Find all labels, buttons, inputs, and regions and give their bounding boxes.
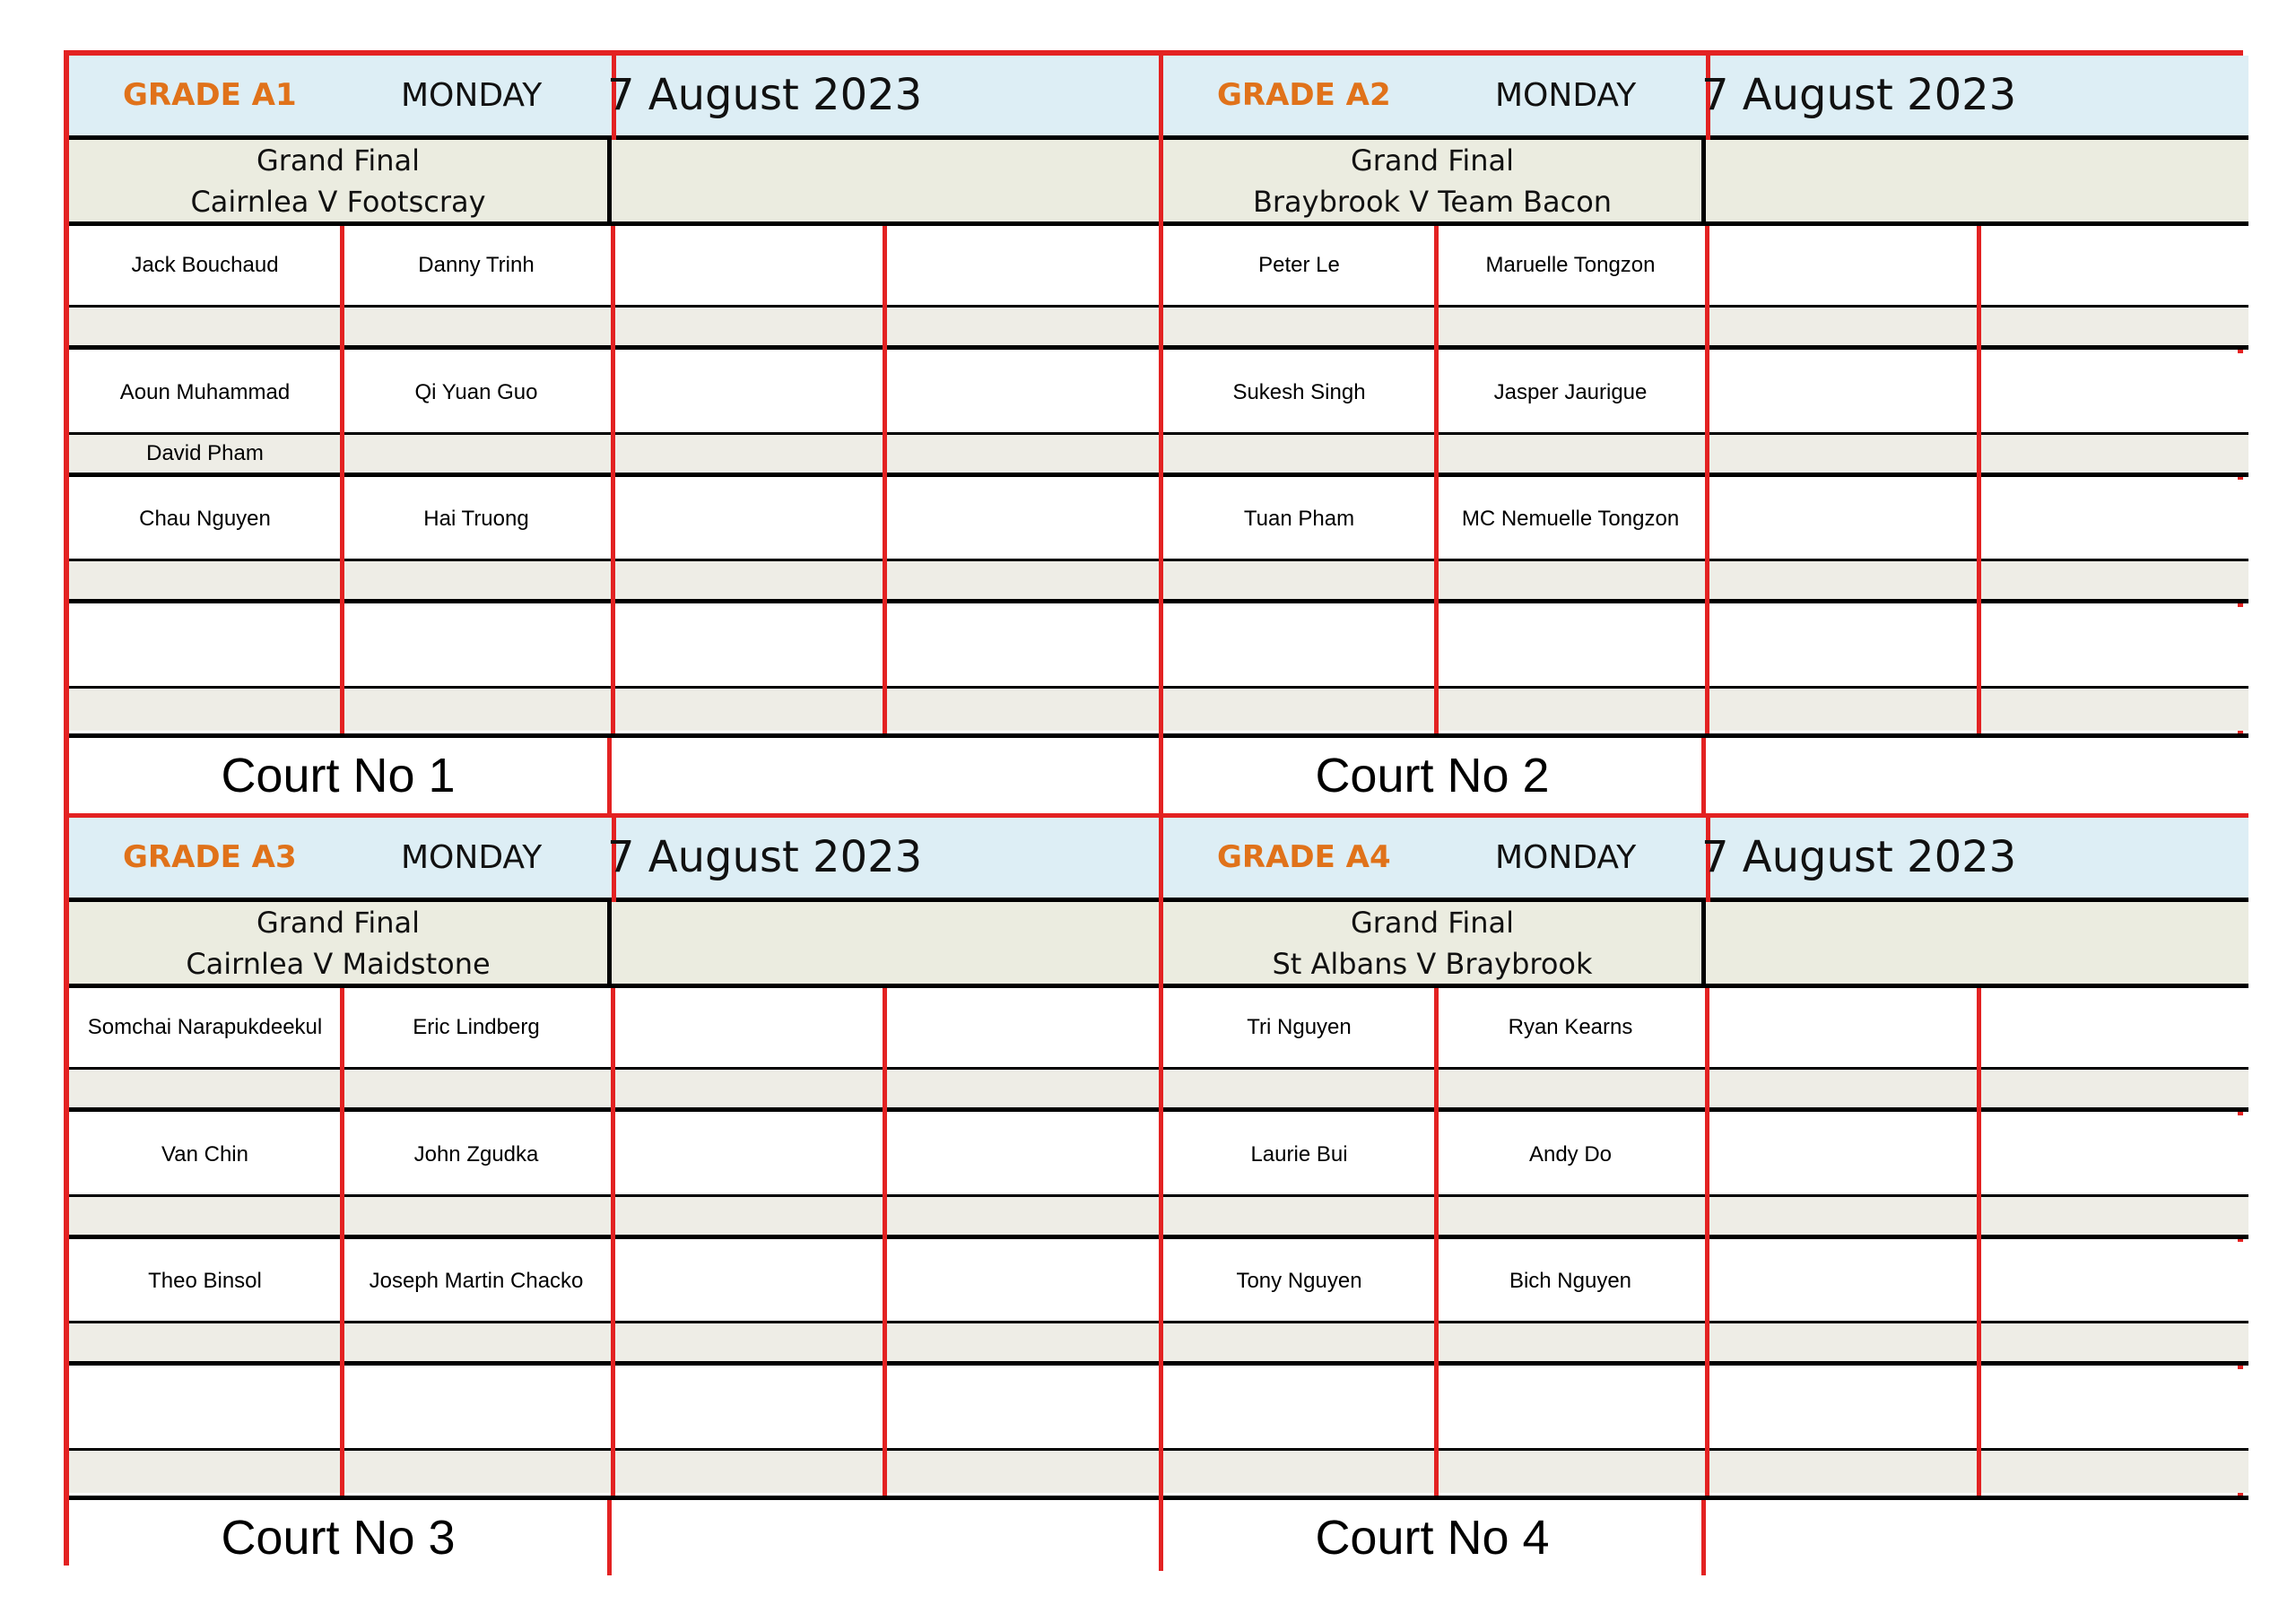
player-name-right [341, 607, 612, 686]
player-name-left: Tri Nguyen [1247, 1015, 1352, 1039]
player-name-left: Sukesh Singh [1232, 380, 1366, 404]
sub-name-left [69, 561, 341, 599]
grade-label: GRADE A2 [1217, 77, 1391, 113]
player-grid [69, 988, 1159, 1496]
match-header [1163, 902, 2248, 988]
player-name-right [341, 1369, 612, 1448]
sub-name-left [69, 1070, 341, 1107]
player-name-left: Jack Bouchaud [131, 253, 279, 277]
sub-name-left [1163, 689, 1435, 731]
column-divider [1434, 988, 1439, 1496]
sub-name-right [1435, 689, 1706, 731]
court-footer [1163, 1496, 2248, 1575]
sub-name-left [69, 1323, 341, 1361]
sub-name-right [1435, 308, 1706, 345]
player-name-left [69, 607, 341, 686]
player-name-right: Bich Nguyen [1509, 1269, 1632, 1293]
date-label: 7 August 2023 [607, 832, 923, 882]
column-divider [1705, 988, 1709, 1496]
day-label: MONDAY [401, 839, 543, 876]
player-name-left: Somchai Narapukdeekul [87, 1015, 323, 1039]
player-grid [1163, 988, 2248, 1496]
column-divider [883, 226, 887, 733]
court-sheet-2 [1159, 56, 2248, 813]
match-teams: Cairnlea V Maidstone [186, 947, 491, 981]
match-info [1163, 140, 1706, 221]
sub-name-right [341, 1323, 612, 1361]
day-label: MONDAY [401, 77, 543, 114]
grade-label: GRADE A4 [1217, 839, 1391, 875]
column-divider [340, 988, 344, 1496]
column-divider [1977, 226, 1981, 733]
match-info [1163, 902, 1706, 984]
sheet-header [1163, 56, 2248, 140]
column-divider [1977, 988, 1981, 1496]
sub-name-right [341, 561, 612, 599]
court-number: Court No 2 [1163, 738, 1706, 813]
column-divider [1705, 226, 1709, 733]
player-name-left: Chau Nguyen [139, 507, 271, 531]
match-teams: St Albans V Braybrook [1272, 947, 1593, 981]
sub-name-left [1163, 308, 1435, 345]
player-name-right: Andy Do [1528, 1142, 1613, 1167]
match-teams: Braybrook V Team Bacon [1252, 185, 1613, 219]
player-name-right: Eric Lindberg [413, 1015, 540, 1039]
sub-name-right [341, 1197, 612, 1235]
day-label: MONDAY [1495, 839, 1637, 876]
player-name-right: MC Nemuelle Tongzon [1461, 507, 1680, 531]
player-name-left [69, 1369, 341, 1448]
court-number: Court No 4 [1163, 1500, 1706, 1575]
player-name-right: John Zgudka [413, 1142, 539, 1167]
match-title: Grand Final [256, 143, 421, 178]
sub-name-left [1163, 1323, 1435, 1361]
player-name-right: Ryan Kearns [1508, 1015, 1633, 1039]
sheet-header [69, 818, 1159, 902]
player-name-left: Peter Le [1258, 253, 1340, 277]
column-divider [611, 226, 615, 733]
sub-name-left [1163, 1070, 1435, 1107]
match-header [69, 902, 1159, 988]
match-header [69, 140, 1159, 226]
sheet-header [69, 56, 1159, 140]
grade-label: GRADE A1 [123, 77, 297, 113]
match-title: Grand Final [1350, 143, 1515, 178]
day-label: MONDAY [1495, 77, 1637, 114]
column-divider [611, 988, 615, 1496]
sheet-header [1163, 818, 2248, 902]
player-grid [1163, 226, 2248, 733]
court-footer [1163, 733, 2248, 813]
grade-label: GRADE A3 [123, 839, 297, 875]
sub-name-right [1435, 1451, 1706, 1493]
match-header [1163, 140, 2248, 226]
player-name-left: Aoun Muhammad [119, 380, 291, 404]
player-name-right: Maruelle Tongzon [1485, 253, 1656, 277]
sub-name-right [341, 689, 612, 731]
sub-name-left [1163, 1451, 1435, 1493]
player-name-left [1163, 1369, 1435, 1448]
column-divider [883, 988, 887, 1496]
match-info [69, 140, 612, 221]
player-grid [69, 226, 1159, 733]
player-name-left: Theo Binsol [148, 1269, 262, 1293]
date-label: 7 August 2023 [1701, 832, 2017, 882]
column-divider [340, 226, 344, 733]
sub-name-right [1435, 561, 1706, 599]
sub-name-left [69, 1451, 341, 1493]
sub-name-left [69, 308, 341, 345]
sub-name-left [69, 689, 341, 731]
player-name-right: Hai Truong [423, 507, 529, 531]
player-name-right [1435, 607, 1706, 686]
player-name-left: Tuan Pham [1243, 507, 1355, 531]
court-footer [69, 1496, 1159, 1575]
court-sheet-3 [69, 813, 1159, 1571]
sub-name-right [341, 1070, 612, 1107]
court-sheet-4 [1159, 813, 2248, 1571]
date-label: 7 August 2023 [1701, 70, 2017, 120]
player-name-left: Tony Nguyen [1236, 1269, 1362, 1293]
player-name-right: Danny Trinh [418, 253, 535, 277]
match-title: Grand Final [256, 906, 421, 940]
court-number: Court No 3 [69, 1500, 612, 1575]
player-name-right: Joseph Martin Chacko [369, 1269, 584, 1293]
match-teams: Cairnlea V Footscray [190, 185, 486, 219]
sub-name-left [1163, 435, 1435, 473]
player-name-left: Van Chin [161, 1142, 248, 1167]
player-name-left [1163, 607, 1435, 686]
sub-name-right [1435, 435, 1706, 473]
sub-name-right [341, 435, 612, 473]
scoresheet-page [64, 50, 2243, 1566]
sub-name-right [1435, 1323, 1706, 1361]
date-label: 7 August 2023 [607, 70, 923, 120]
match-info [69, 902, 612, 984]
player-name-right: Jasper Jaurigue [1493, 380, 1648, 404]
sub-name-left [1163, 561, 1435, 599]
player-name-left: Laurie Bui [1250, 1142, 1348, 1167]
sub-name-right [341, 1451, 612, 1493]
player-name-right: Qi Yuan Guo [414, 380, 538, 404]
column-divider [1434, 226, 1439, 733]
match-title: Grand Final [1350, 906, 1515, 940]
player-name-right [1435, 1369, 1706, 1448]
court-sheet-1 [69, 56, 1159, 813]
sub-name-left: David Pham [146, 441, 264, 465]
court-number: Court No 1 [69, 738, 612, 813]
sub-name-left [69, 1197, 341, 1235]
sub-name-left [1163, 1197, 1435, 1235]
court-footer [69, 733, 1159, 813]
sub-name-right [341, 308, 612, 345]
sub-name-right [1435, 1197, 1706, 1235]
sub-name-right [1435, 1070, 1706, 1107]
